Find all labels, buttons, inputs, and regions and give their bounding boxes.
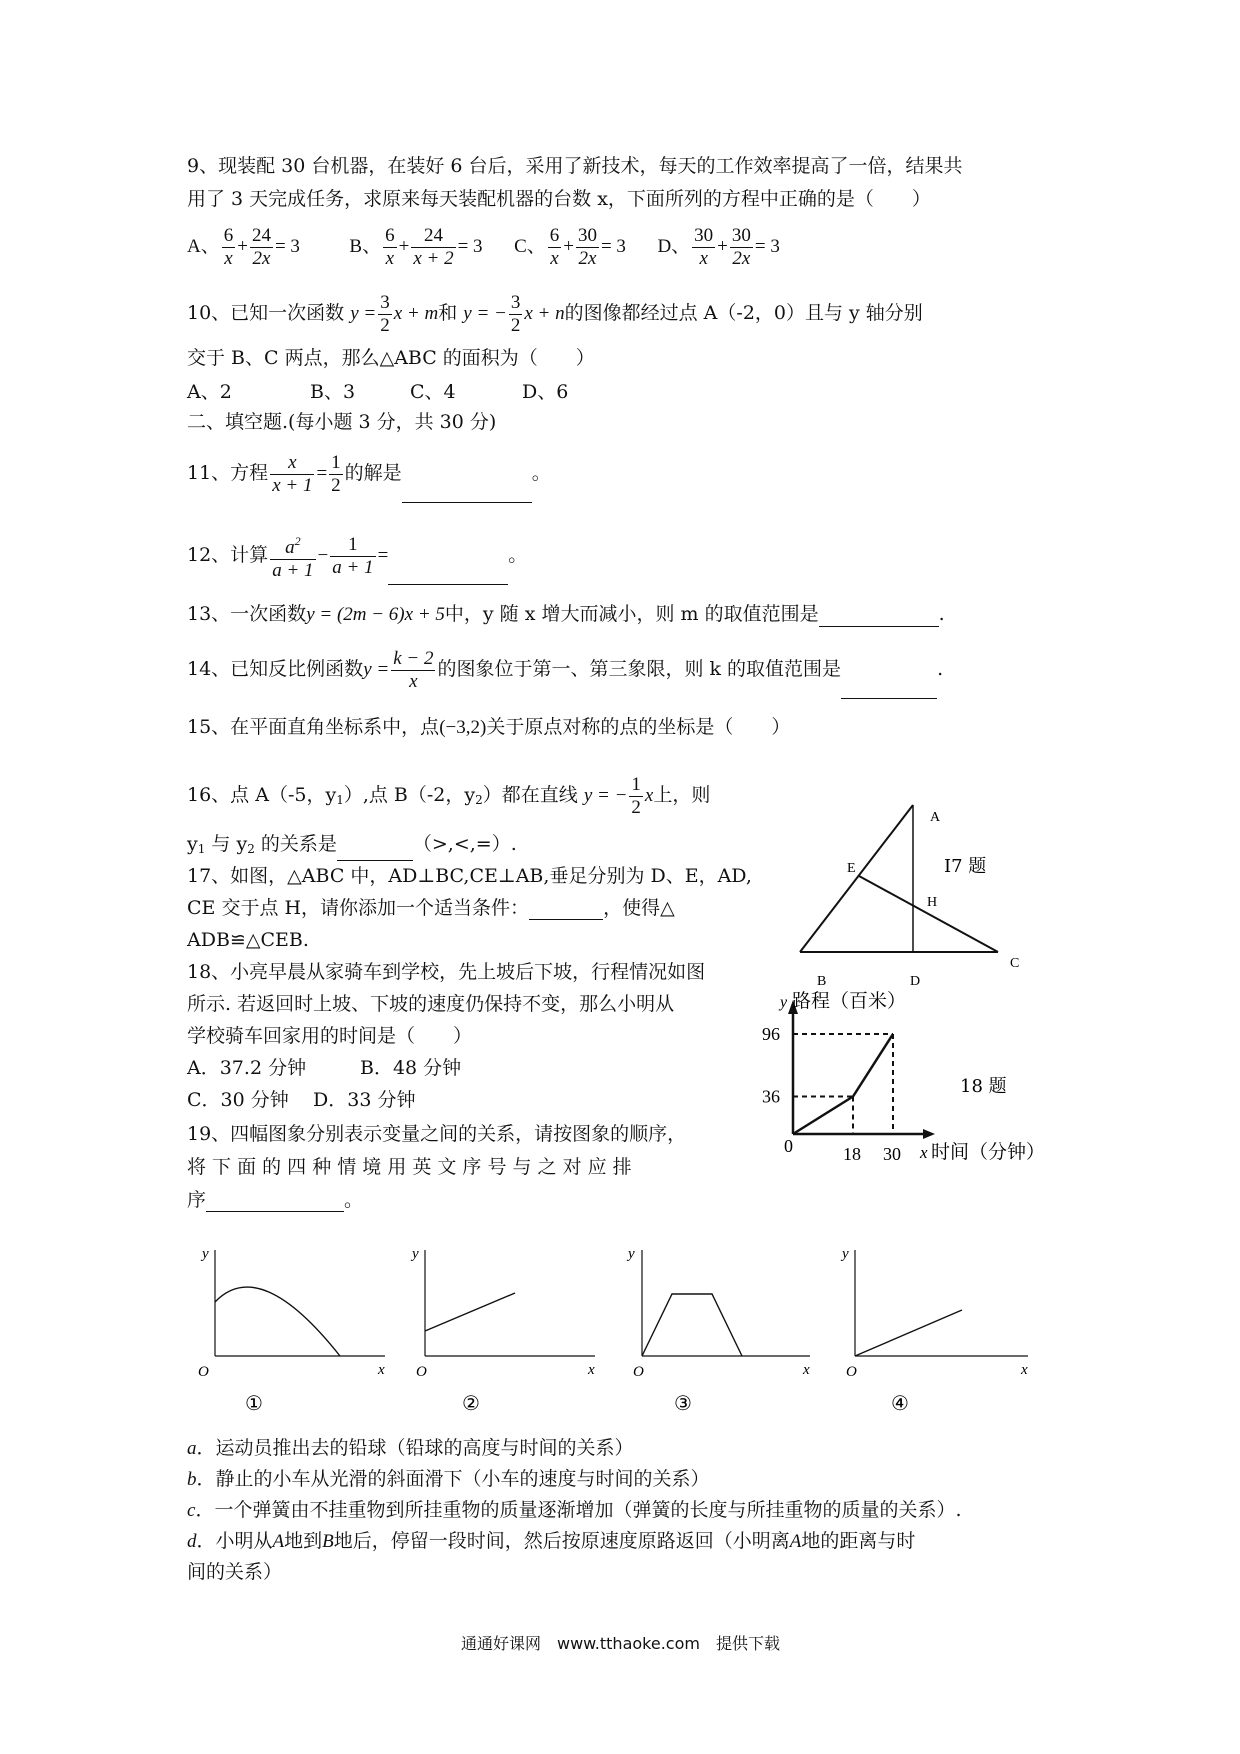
q10-option-a: A、2: [187, 381, 232, 403]
graph-3-label: ③: [674, 1393, 692, 1415]
q12: 12、计算 $\frac{a^2}{a + 1}$ − $\frac{1}{a + 1}$ = 。: [187, 526, 527, 585]
chart-series-line: [793, 1034, 893, 1134]
triangle-figure: [790, 795, 1050, 995]
q19-line1: 19、四幅图象分别表示变量之间的关系，请按图象的顺序，: [187, 1123, 687, 1145]
graph-4-label: ④: [891, 1393, 909, 1415]
q9-option-b: B、 $\frac{6}{x}$ + $\frac{24}{x + 2}$ = 3: [349, 225, 483, 270]
chart-y-label: 路程（百米）: [792, 990, 907, 1012]
section-title-fill-in: 二、填空题.(每小题 3 分，共 30 分): [187, 411, 497, 433]
q14: 14、已知反比例函数y = $\frac{k - 2}{x}$ 的图象位于第一、第三象限，则 k 的取值范围是 .: [187, 640, 943, 699]
vertex-label-b: B: [817, 974, 827, 989]
graph-2: [410, 1246, 595, 1415]
chart-origin-label: 0: [784, 1136, 793, 1156]
graph-2-y-label: y: [412, 1246, 419, 1262]
q16-line1: 16、点 A（-5，$y_1$）,点 B（-2，$y_2$）都在直线 y = − $\frac{1}{2}$ x上，则: [187, 773, 711, 818]
q15: 15、在平面直角坐标系中，点(−3,2)关于原点对称的点的坐标是（ ）: [187, 716, 791, 738]
vertex-label-d: D: [910, 974, 921, 989]
q10-line1: 10、已知一次函数 y = $\frac{3}{2}$ x + m和 y = − $\frac{3}{2}$ x + n的图像都经过点 A（-2，0）且与 y 轴分别: [187, 291, 923, 336]
scenario-c: c．一个弹簧由不挂重物到所挂重物的质量逐渐增加（弹簧的长度与所挂重物的质量的关系）.: [187, 1499, 962, 1521]
graph-1-y-label: y: [202, 1246, 209, 1262]
footer-source: 通通好课网 www.tthaoke.com 提供下载: [461, 1634, 780, 1653]
q16-answer-blank[interactable]: [337, 840, 413, 861]
q17-line3: ADB≌△CEB.: [187, 929, 309, 951]
q19-line2: 将 下 面 的 四 种 情 境 用 英 文 序 号 与 之 对 应 排: [187, 1156, 632, 1178]
q18-line3: 学校骑车回家用的时间是（ ）: [187, 1025, 473, 1047]
figure-tag-17: I7 题: [944, 856, 987, 877]
q10-line2: 交于 B、C 两点，那么△ABC 的面积为（ ）: [187, 347, 595, 369]
chart-y-axis-letter: y: [780, 994, 788, 1011]
q9-option-a: A、 $\frac{6}{x}$ + $\frac{24}{2x}$ = 3: [187, 225, 300, 270]
chart-y-tick-0: 36: [762, 1086, 780, 1107]
graph-4: [840, 1246, 1028, 1415]
q18-option-a: A．37.2 分钟: [187, 1057, 307, 1079]
chart-x-tick-1: 30: [883, 1144, 901, 1164]
q18-option-d: D．33 分钟: [313, 1089, 416, 1111]
q9-option-d: D、 $\frac{30}{x}$ + $\frac{30}{2x}$ = 3: [657, 225, 780, 270]
chart-x-axis-arrow: [923, 1129, 935, 1139]
chart-x-label: 时间（分钟）: [931, 1141, 1046, 1163]
graph-3-x-label: x: [803, 1362, 810, 1378]
scenario-a: a．运动员推出去的铅球（铅球的高度与时间的关系）: [187, 1437, 634, 1459]
graph-2-x-label: x: [588, 1362, 595, 1378]
chart-marks: [762, 1024, 901, 1164]
distance-time-chart: [750, 990, 1070, 1165]
graph-2-label: ②: [462, 1393, 480, 1415]
graph-4-x-label: x: [1021, 1362, 1028, 1378]
graph-4-y-label: y: [842, 1246, 849, 1262]
chart-x-axis-letter: x: [920, 1143, 928, 1162]
q9-line1: 9、现装配 30 台机器，在装好 6 台后，采用了新技术，每天的工作效率提高了一倍，结果共: [187, 155, 963, 177]
scenario-d: d．小明从A地到B地后，停留一段时间，然后按原速度原路返回（小明离A地的距离与时: [187, 1530, 916, 1552]
q12-answer-blank[interactable]: [388, 564, 508, 585]
scenario-b: b．静止的小车从光滑的斜面滑下（小车的速度与时间的关系）: [187, 1468, 710, 1490]
q17-answer-blank[interactable]: [529, 899, 603, 920]
q10-option-d: D、6: [522, 381, 569, 403]
graph-1-x-label: x: [378, 1362, 385, 1378]
chart-x-tick-0: 18: [843, 1144, 861, 1164]
q14-answer-blank[interactable]: [841, 678, 937, 699]
q10-option-c: C、4: [410, 381, 456, 403]
q10-option-b: B、3: [310, 381, 356, 403]
q16-line2: $y_1$ 与 $y_2$ 的关系是 （>,<,=）.: [187, 832, 517, 861]
graph-1-label: ①: [245, 1393, 263, 1415]
vertex-label-h: H: [927, 895, 938, 910]
q11: 11、方程 $\frac{x}{x + 1}$ = $\frac{1}{2}$ 的解是 。: [187, 444, 551, 503]
graph-4-origin: O: [846, 1364, 857, 1380]
vertex-label-e: E: [847, 861, 856, 876]
q11-answer-blank[interactable]: [402, 482, 532, 503]
graph-3-y-label: y: [628, 1246, 635, 1262]
q9-options: [187, 218, 780, 276]
q9-line2: 用了 3 天完成任务，求原来每天装配机器的台数 x，下面所列的方程中正确的是（ ）: [187, 188, 931, 210]
q18-line1: 18、小亮早晨从家骑车到学校，先上坡后下坡，行程情况如图: [187, 961, 706, 983]
chart-annotation: 18 题: [960, 1076, 1007, 1097]
graph-3: [626, 1246, 810, 1415]
q9-option-c: C、 $\frac{6}{x}$ + $\frac{30}{2x}$ = 3: [514, 225, 626, 270]
q18-option-c: C．30 分钟: [187, 1089, 289, 1111]
graph-1: [198, 1246, 385, 1415]
q19-line3: 序 。: [187, 1189, 364, 1211]
chart-y-tick-1: 96: [762, 1024, 780, 1044]
graph-1-origin: O: [198, 1364, 209, 1380]
q19-answer-blank[interactable]: [206, 1191, 344, 1212]
q18-option-b: B．48 分钟: [360, 1057, 462, 1079]
vertex-label-a: A: [930, 810, 941, 825]
q18-line2: 所示. 若返回时上坡、下坡的速度仍保持不变，那么小明从: [187, 993, 675, 1015]
graph-2-origin: O: [416, 1364, 427, 1380]
q19-graphs: [190, 1240, 1050, 1420]
q17-line2: CE 交于点 H，请你添加一个适当条件： ，使得△: [187, 897, 675, 919]
q17-line1: 17、如图，△ABC 中，AD⊥BC,CE⊥AB,垂足分别为 D、E，AD,: [187, 865, 752, 887]
vertex-label-c: C: [1010, 956, 1020, 971]
q13: 13、一次函数y = (2m − 6)x + 5中，y 随 x 增大而减小，则 m 的取值范围是 .: [187, 603, 945, 625]
scenario-d-line2: 间的关系）: [187, 1561, 283, 1583]
q13-answer-blank[interactable]: [819, 606, 939, 627]
graph-3-origin: O: [633, 1364, 644, 1380]
